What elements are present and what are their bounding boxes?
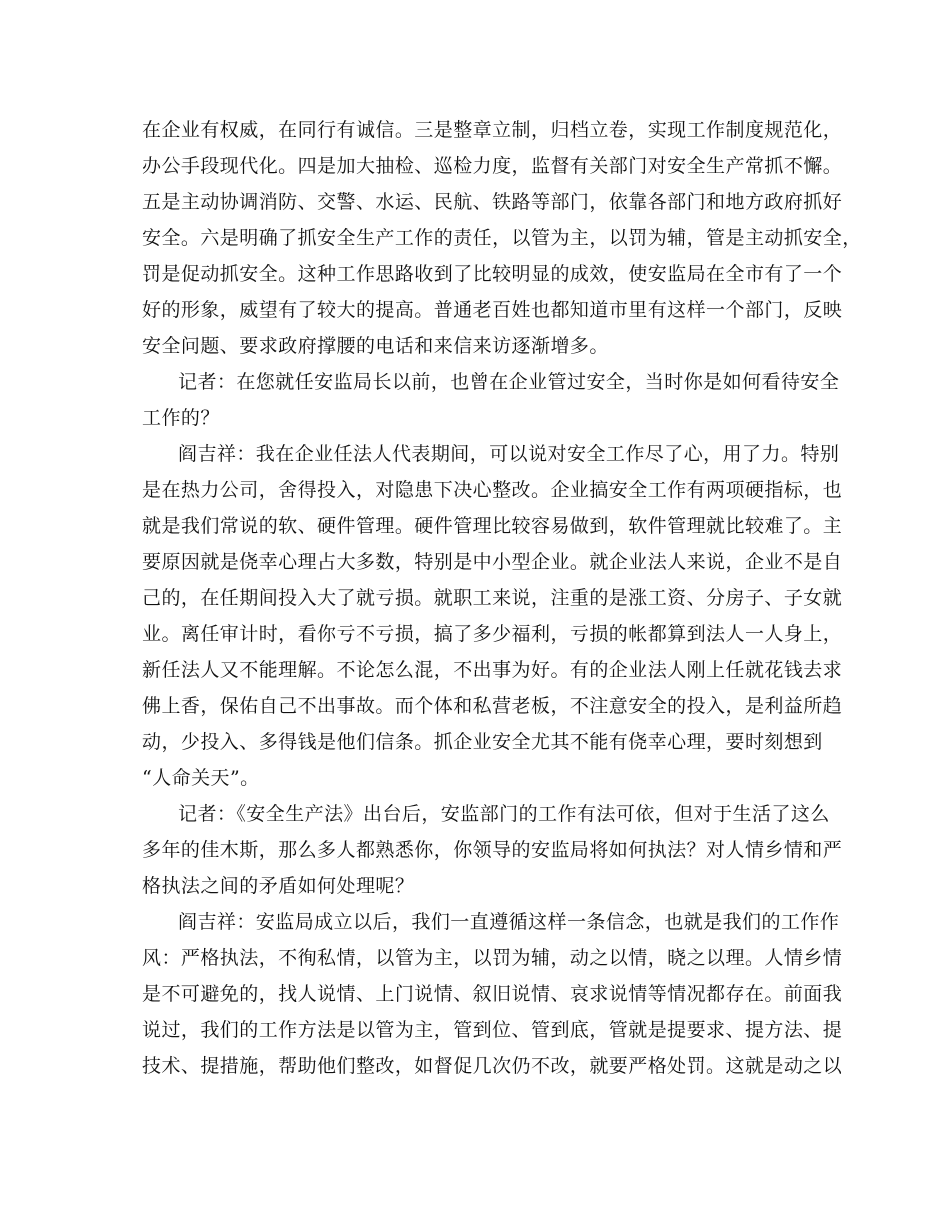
- text-line: 在企业有权威，在同行有诚信。三是整章立制，归档立卷，实现工作制度规范化，: [142, 119, 843, 141]
- text-line: 要原因就是侥幸心理占大多数，特别是中小型企业。就企业法人来说，企业不是自: [142, 551, 843, 573]
- text-line: 安全。六是明确了抓安全生产工作的责任，以管为主，以罚为辅，管是主动抓安全，: [142, 227, 862, 249]
- text-line: 业。离任审计时，看你亏不亏损，搞了多少福利，亏损的帐都算到法人一人身上，: [142, 623, 843, 645]
- text-line: 罚是促动抓安全。这种工作思路收到了比较明显的成效，使安监局在全市有了一个: [142, 263, 843, 285]
- text-line: 说过，我们的工作方法是以管为主，管到位、管到底，管就是提要求、提方法、提: [142, 1019, 843, 1041]
- paragraph-start-line: 阎吉祥：我在企业任法人代表期间，可以说对安全工作尽了心，用了力。特别: [178, 443, 840, 465]
- paragraph-start-line: 阎吉祥：安监局成立以后，我们一直遵循这样一条信念，也就是我们的工作作: [178, 911, 840, 933]
- text-line: 工作的？: [142, 407, 220, 429]
- text-line: 安全问题、要求政府撑腰的电话和来信来访逐渐增多。: [142, 335, 609, 357]
- text-line: 是不可避免的，找人说情、上门说情、叙旧说情、哀求说情等情况都存在。前面我: [142, 983, 843, 1005]
- text-line: 己的，在任期间投入大了就亏损。就职工来说，注重的是涨工资、分房子、子女就: [142, 587, 843, 609]
- text-line: 是在热力公司，舍得投入，对隐患下决心整改。企业搞安全工作有两项硬指标，也: [142, 479, 843, 501]
- text-line: 新任法人又不能理解。不论怎么混，不出事为好。有的企业法人刚上任就花钱去求: [142, 659, 843, 681]
- text-line: 动，少投入、多得钱是他们信条。抓企业安全尤其不能有侥幸心理，要时刻想到: [142, 731, 823, 753]
- text-line: 办公手段现代化。四是加大抽检、巡检力度，监督有关部门对安全生产常抓不懈。: [142, 155, 843, 177]
- paragraph-start-line: 记者：在您就任安监局长以前，也曾在企业管过安全，当时你是如何看待安全: [178, 371, 840, 393]
- paragraph-start-line: 记者：《安全生产法》出台后，安监部门的工作有法可依，但对于生活了这么: [178, 803, 830, 825]
- text-line: “人命关天”。: [142, 767, 260, 789]
- text-line: 五是主动协调消防、交警、水运、民航、铁路等部门，依靠各部门和地方政府抓好: [142, 191, 843, 213]
- text-line: 技术、提措施，帮助他们整改，如督促几次仍不改，就要严格处罚。这就是动之以: [142, 1055, 843, 1077]
- text-line: 多年的佳木斯，那么多人都熟悉你，你领导的安监局将如何执法？对人情乡情和严: [142, 839, 843, 861]
- text-line: 格执法之间的矛盾如何处理呢？: [142, 875, 415, 897]
- text-line: 就是我们常说的软、硬件管理。硬件管理比较容易做到，软件管理就比较难了。主: [142, 515, 843, 537]
- text-line: 佛上香，保佑自己不出事故。而个体和私营老板，不注意安全的投入，是利益所趋: [142, 695, 843, 717]
- body-text: [142, 112, 862, 1084]
- text-line: 好的形象，威望有了较大的提高。普通老百姓也都知道市里有这样一个部门，反映: [142, 299, 843, 321]
- text-line: 风：严格执法，不徇私情，以管为主，以罚为辅，动之以情，晓之以理。人情乡情: [142, 947, 843, 969]
